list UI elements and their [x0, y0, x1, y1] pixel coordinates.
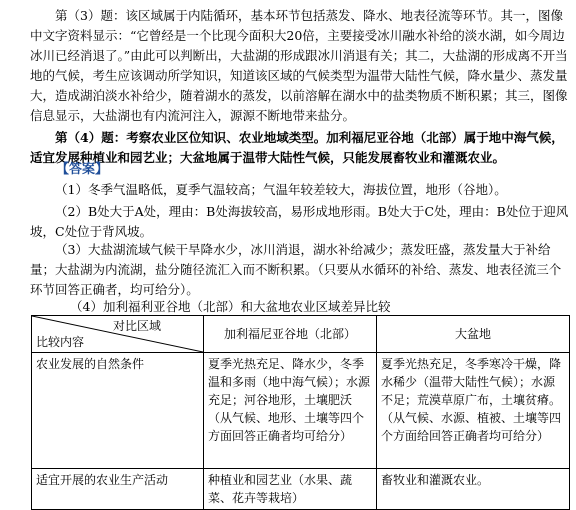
table-row	[32, 469, 570, 510]
answer-2: （2）B处大于A处，理由：B处海拔较高，易形成地形雨。B处大于C处，理由：B处位于迎风坡，C处位于背风坡。	[30, 204, 569, 239]
row-cell: 夏季光热充足、降水少，冬季温和多雨（地中海气候）；水源充足；河谷地形，土壤肥沃（从气候、地形、土壤等四个方面回答正确者均可给分）	[204, 353, 377, 469]
row-cell: 畜牧业和灌溉农业。	[377, 469, 570, 510]
paragraph-q3: 第（3）题：该区域属于内陆循环，基本环节包括蒸发、降水、地表径流等环节。其一，图像中文字资料显示：“它曾经是一个比现今面积大20倍，主要接受冰川融水补给的淡水湖，如今周边冰川已经消退了。”由此可以判断出，大盐湖的形成跟冰川消退有关；其二，大盐湖的形成离不开当地的气候，考生应该调动所学知识，知道该区域的气候类型为温带大陆性气候，降水量少、蒸发量大，造成湖泊淡水补给少，随着湖水的蒸发，以前溶解在湖水中的盐类物质不断积累；其三，图像信息显示，大盐湖也有内流河注入，源源不断地带来盐分。	[30, 8, 568, 123]
table-header-row	[32, 316, 570, 353]
answer-heading: 【答案】	[56, 162, 109, 177]
paragraph-q4: 第（4）题：考察农业区位知识、农业地域类型。加利福尼亚谷地（北部）属于地中海气候，适宜发展种植业和园艺业；大盆地属于温带大陆性气候，只能发展畜牧业和灌溉农业。	[30, 130, 564, 165]
table-caption: （4）加利福利亚谷地（北部）和大盆地农业区域差异比较	[70, 299, 391, 314]
table-corner-cell	[32, 316, 204, 353]
answer-3: （3）大盐湖流域气候干旱降水少，冰川消退，湖水补给减少；蒸发旺盛，蒸发量大于补给量；大盐湖为内流湖，盐分随径流汇入而不断积累。（只要从水循环的补给、蒸发、地表径流三个环节回答正确者，均可给分）。	[30, 242, 562, 297]
row-label: 农业发展的自然条件	[32, 353, 204, 469]
header-col1: 加利福尼亚谷地（北部）	[204, 316, 377, 353]
row-label: 适宜开展的农业生产活动	[32, 469, 204, 510]
row-cell: 夏季光热充足，冬季寒冷干燥，降水稀少（温带大陆性气候）；水源不足；荒漠草原广布，土壤贫瘠。（从气候、水源、植被、土壤等四个方面给回答正确者均可给分）	[377, 353, 570, 469]
corner-bottom-label: 比较内容	[36, 335, 85, 349]
answer-1: （1）冬季气温略低，夏季气温较高；气温年较差较大，海拔位置，地形（谷地）。	[55, 182, 507, 197]
row-cell: 种植业和园艺业（水果、蔬菜、花卉等栽培）	[204, 469, 377, 510]
corner-top-label: 对比区域	[112, 319, 161, 333]
table-row	[32, 353, 570, 469]
comparison-table	[31, 315, 570, 510]
header-col2: 大盆地	[377, 316, 570, 353]
